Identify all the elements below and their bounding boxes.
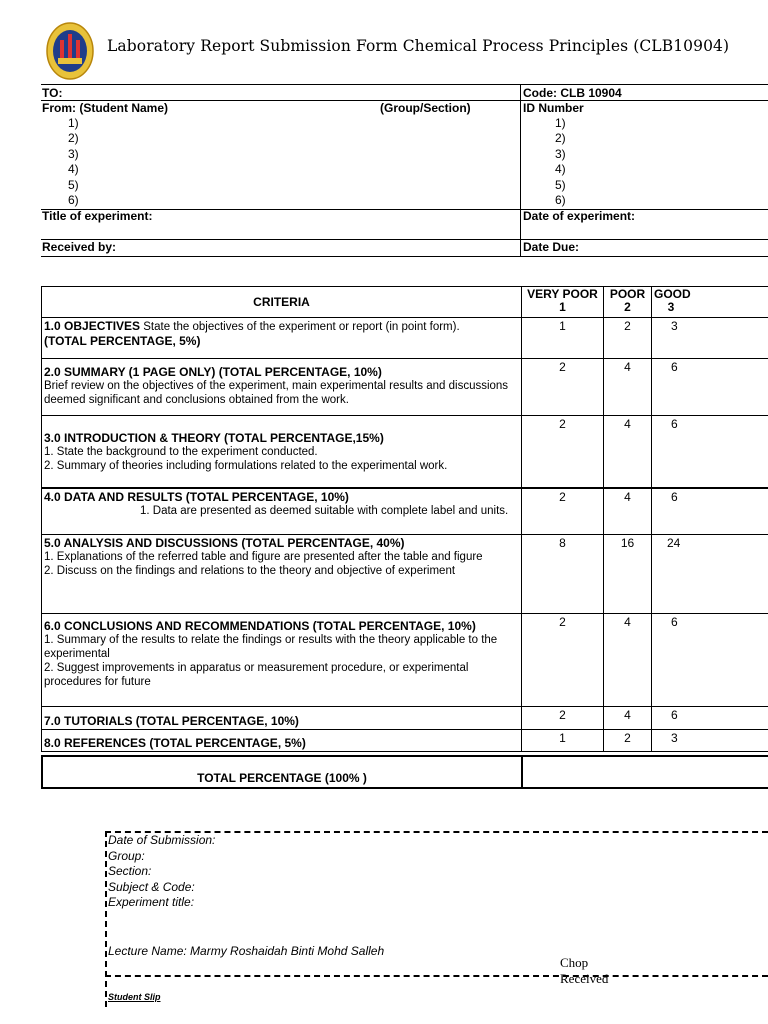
table-row: 5.0 ANALYSIS AND DISCUSSIONS (TOTAL PERCENTAGE, 40%) 1. Explanations of the referred table and figure are presented after the table and figure 2. Discuss on the findings and relations to the theory and objective of experiment 8 16 24 [42, 535, 768, 614]
info-block [41, 84, 768, 257]
scale-poor: POOR 2 [604, 287, 652, 318]
from-label: From: (Student Name) [42, 101, 168, 115]
scale-good: GOOD 3 [652, 287, 768, 318]
id-3: 3) [555, 147, 566, 161]
table-row: 6.0 CONCLUSIONS AND RECOMMENDATIONS (TOTAL PERCENTAGE, 10%) 1. Summary of the results to relate the findings or results with the theory applicable to the experimental 2. Suggest improvements in apparatus or measurement procedure, or experimental procedures for future 2 4 6 [42, 614, 768, 707]
total-percentage-label: TOTAL PERCENTAGE (100% ) [197, 771, 367, 785]
table-row: 2.0 SUMMARY (1 PAGE ONLY) (TOTAL PERCENTAGE, 10%) Brief review on the objectives of the experiment, main experimental results and discussions deemed significant and conclusions obtained from the work. 2 4 6 [42, 359, 768, 416]
experiment-title-label: Experiment title: [108, 895, 195, 909]
id-number-label: ID Number [523, 101, 584, 115]
group-section-label: (Group/Section) [380, 101, 471, 115]
table-row: 8.0 REFERENCES (TOTAL PERCENTAGE, 5%) 1 2 3 [42, 730, 768, 752]
student-3: 3) [68, 147, 79, 161]
student-1: 1) [68, 116, 79, 130]
section-label: Section: [108, 864, 152, 878]
student-slip-footer: Student Slip [108, 992, 161, 1002]
to-label: TO: [42, 86, 63, 100]
id-1: 1) [555, 116, 566, 130]
student-2: 2) [68, 131, 79, 145]
code-label: Code: CLB 10904 [523, 86, 622, 100]
total-percentage-row [41, 755, 768, 789]
title-of-experiment-label: Title of experiment: [42, 209, 153, 223]
received-label: Received [560, 971, 609, 986]
student-5: 5) [68, 178, 79, 192]
table-row: 7.0 TUTORIALS (TOTAL PERCENTAGE, 10%) 2 4 6 [42, 707, 768, 730]
criteria-header: CRITERIA [42, 287, 522, 318]
student-slip [105, 831, 768, 1007]
table-row: 3.0 INTRODUCTION & THEORY (TOTAL PERCENTAGE,15%) 1. State the background to the experiment conducted. 2. Summary of theories including formulations related to the experimental work. 2 4 6 [42, 416, 768, 488]
date-of-submission-label: Date of Submission: [108, 833, 216, 847]
table-row: 4.0 DATA AND RESULTS (TOTAL PERCENTAGE, 10%) 1. Data are presented as deemed suitable with complete label and units. 2 4 6 [42, 488, 768, 535]
student-6: 6) [68, 193, 79, 207]
student-4: 4) [68, 162, 79, 176]
university-crest-icon [46, 22, 94, 80]
rubric-table [41, 286, 768, 752]
subject-code-label: Subject & Code: [108, 880, 195, 894]
id-2: 2) [555, 131, 566, 145]
form-title: Laboratory Report Submission Form Chemical Process Principles (CLB10904) [107, 37, 730, 55]
lecturer-name: Lecture Name: Marmy Roshaidah Binti Mohd Salleh [108, 944, 385, 958]
id-6: 6) [555, 193, 566, 207]
date-of-experiment-label: Date of experiment: [523, 209, 636, 223]
id-4: 4) [555, 162, 566, 176]
received-by-label: Received by: [42, 240, 117, 254]
group-label: Group: [108, 849, 145, 863]
table-row: 1.0 OBJECTIVES State the objectives of the experiment or report (in point form). (TOTAL PERCENTAGE, 5%) 1 2 3 [42, 318, 768, 359]
date-due-label: Date Due: [523, 240, 580, 254]
id-5: 5) [555, 178, 566, 192]
chop-received-stamp-area [560, 955, 608, 987]
chop-label: Chop [560, 955, 589, 970]
scale-very-poor: VERY POOR 1 [522, 287, 604, 318]
